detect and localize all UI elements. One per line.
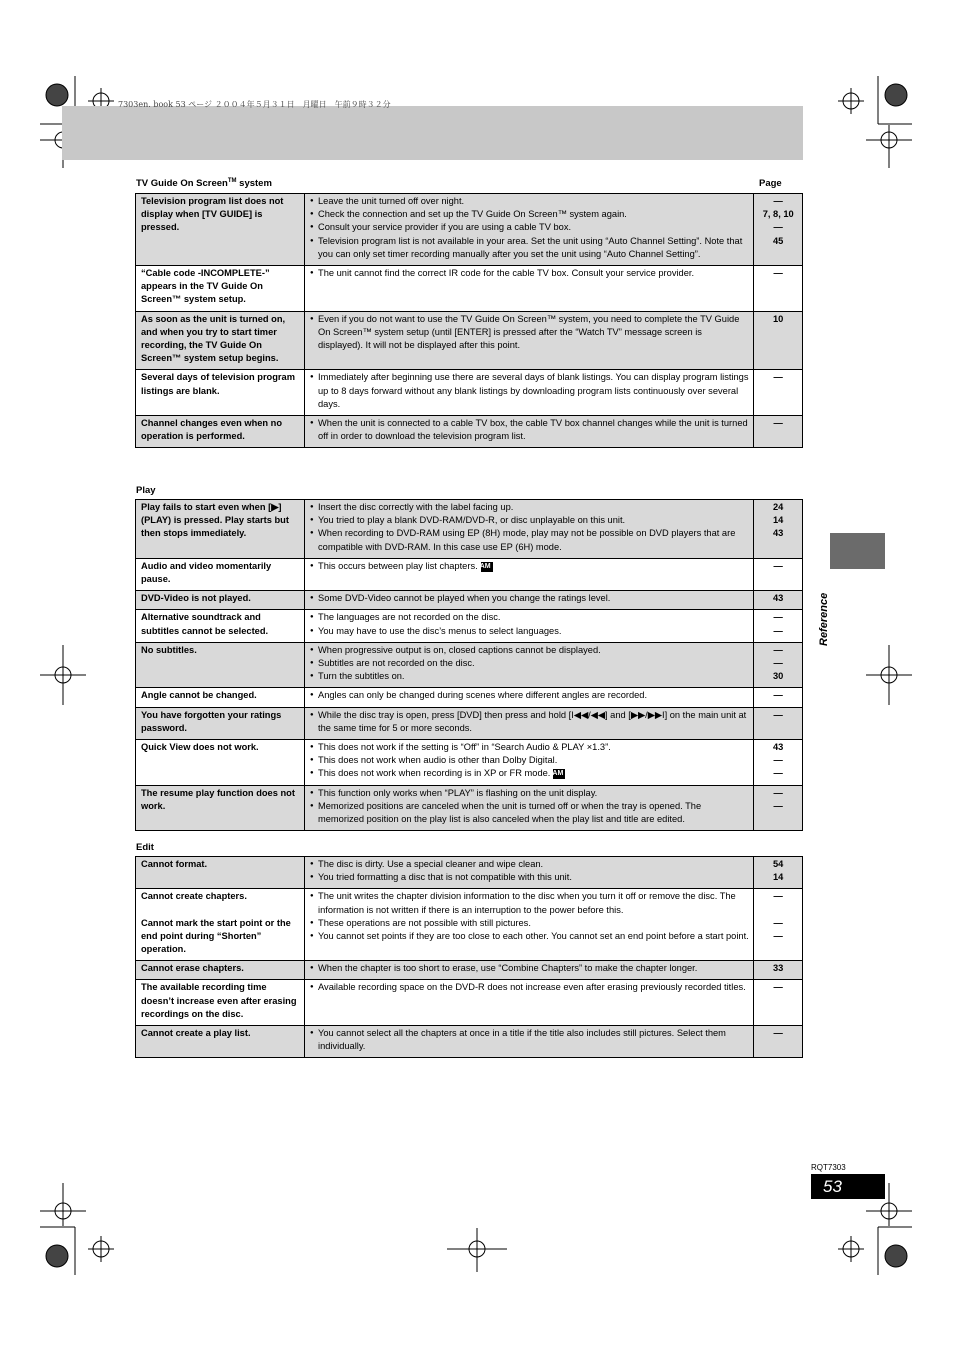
remedy-cell — [305, 707, 754, 739]
table-row — [136, 785, 803, 831]
remedy-item: ● This does not work when recording is in XP or FR mode.RAM — [310, 767, 749, 780]
side-tab-label: Reference — [818, 592, 830, 646]
symptom-cell: Television program list does not display when [TV GUIDE] is pressed. — [136, 194, 305, 266]
remedy-item: ● Available recording space on the DVD-R does not increase even after erasing previously recorded titles. — [310, 981, 749, 994]
symptom-cell: “Cable code -INCOMPLETE-” appears in the TV Guide On Screen™ system setup. — [136, 266, 305, 312]
remedy-cell — [305, 311, 754, 370]
page-ref-cell: 54 14 — [754, 857, 803, 889]
remedy-cell — [305, 416, 754, 448]
edit-table — [135, 856, 803, 1058]
print-info: 7303en. book 53 ページ ２００４年５月３１日 月曜日 午前９時３２分 — [118, 100, 391, 109]
page-ref-cell: — 7, 8, 10 — 45 — [754, 194, 803, 266]
remedy-item: ● Television program list is not available in your area. Set the unit using “Auto Channel Setting”. Note that you can only set timer recording manually after you set the unit using “Auto Channel Setting”. — [310, 235, 749, 261]
page-ref-cell: — — [754, 980, 803, 1026]
symptom-cell: Angle cannot be changed. — [136, 688, 305, 707]
remedy-item: ● These operations are not possible with still pictures. — [310, 917, 749, 930]
page-ref-cell: — — — [754, 785, 803, 831]
remedy-item: ● You cannot select all the chapters at once in a title if the title also includes still pictures. Select them individually. — [310, 1027, 749, 1053]
remedy-item: ● Even if you do not want to use the TV Guide On Screen™ system, you need to complete the TV Guide On Screen™ system setup (until [ENTER] is pressed after the “Watch TV” message screen is displayed). It will not be displayed after this point. — [310, 313, 749, 353]
table-row — [136, 610, 803, 642]
symptom-cell: As soon as the unit is turned on, and when you try to start timer recording, the TV Guide On Screen™ system setup begins. — [136, 311, 305, 370]
page-ref-cell: — — — — [754, 889, 803, 961]
remedy-item: ● This occurs between play list chapters.RAM — [310, 560, 749, 573]
remedy-item: ● You cannot set points if they are too close to each other. You cannot set an end point before a start point. — [310, 930, 749, 943]
remedy-cell — [305, 591, 754, 610]
remedy-cell — [305, 1026, 754, 1058]
remedy-item: ● While the disc tray is open, press [DVD] then press and hold [I◀◀/◀◀] and [▶▶/▶▶I] on the main unit at the same time for 5 or more seconds. — [310, 709, 749, 735]
symptom-cell: DVD-Video is not played. — [136, 591, 305, 610]
table-row — [136, 688, 803, 707]
remedy-item: ● Consult your service provider if you are using a cable TV box. — [310, 221, 749, 234]
side-tab-marker — [830, 533, 885, 569]
page-ref-cell: — — [754, 416, 803, 448]
section-title-play: Play — [136, 485, 156, 496]
remedy-item: ● The unit cannot find the correct IR code for the cable TV box. Consult your service provider. — [310, 267, 749, 280]
page-ref-cell: 43 — [754, 591, 803, 610]
page-ref-cell: 24 14 43 — [754, 500, 803, 559]
symptom-cell: Alternative soundtrack and subtitles cannot be selected. — [136, 610, 305, 642]
table-row — [136, 500, 803, 559]
remedy-item: ● When the chapter is too short to erase, use “Combine Chapters” to make the chapter longer. — [310, 962, 749, 975]
page-ref-cell: 10 — [754, 311, 803, 370]
page-ref-cell: — — [754, 370, 803, 416]
remedy-item: ● This does not work when audio is other than Dolby Digital. — [310, 754, 749, 767]
symptom-cell: You have forgotten your ratings password. — [136, 707, 305, 739]
symptom-cell: No subtitles. — [136, 642, 305, 688]
table-row — [136, 416, 803, 448]
remedy-item: ● When progressive output is on, closed captions cannot be displayed. — [310, 644, 749, 657]
page-ref-cell: — — [754, 266, 803, 312]
symptom-cell: Several days of television program listings are blank. — [136, 370, 305, 416]
remedy-item: ● When recording to DVD-RAM using EP (8H) mode, play may not be possible on DVD players that are compatible with DVD-RAM. In this case use EP (6H) mode. — [310, 527, 749, 553]
symptom-cell: Cannot erase chapters. — [136, 961, 305, 980]
table-row — [136, 194, 803, 266]
page-ref-cell: — — 30 — [754, 642, 803, 688]
symptom-cell: Audio and video momentarily pause. — [136, 558, 305, 590]
remedy-item: ● When the unit is connected to a cable TV box, the cable TV box channel changes while the unit is turned off in order to download the television program list. — [310, 417, 749, 443]
page-ref-cell: — — [754, 1026, 803, 1058]
table-row — [136, 311, 803, 370]
section-title-tv-guide: TV Guide On Screen™ system — [136, 178, 272, 190]
remedy-item: ● Some DVD-Video cannot be played when you change the ratings level. — [310, 592, 749, 605]
page-ref-cell: — — [754, 558, 803, 590]
model-code: RQT7303 — [811, 1163, 846, 1172]
symptom-cell: Cannot create chapters. Cannot mark the start point or the end point during “Shorten” operation. — [136, 889, 305, 961]
table-row — [136, 857, 803, 889]
page-ref-cell: — — [754, 688, 803, 707]
section-title-edit: Edit — [136, 842, 154, 853]
remedy-cell — [305, 558, 754, 590]
disc-type-badge: RAM — [474, 562, 491, 570]
remedy-cell — [305, 961, 754, 980]
remedy-item: ● Insert the disc correctly with the label facing up. — [310, 501, 749, 514]
remedy-cell — [305, 642, 754, 688]
remedy-cell — [305, 266, 754, 312]
table-row — [136, 266, 803, 312]
page-ref-cell: — — — [754, 610, 803, 642]
remedy-cell — [305, 194, 754, 266]
table-row — [136, 740, 803, 786]
table-row — [136, 642, 803, 688]
remedy-item: ● Angles can only be changed during scenes where different angles are recorded. — [310, 689, 749, 702]
symptom-cell: Channel changes even when no operation is performed. — [136, 416, 305, 448]
remedy-item: ● Check the connection and set up the TV Guide On Screen™ system again. — [310, 208, 749, 221]
remedy-cell — [305, 370, 754, 416]
page-ref-cell: 33 — [754, 961, 803, 980]
table-row — [136, 980, 803, 1026]
remedy-cell — [305, 785, 754, 831]
tv-guide-table — [135, 193, 803, 448]
remedy-item: ● Subtitles are not recorded on the disc. — [310, 657, 749, 670]
table-row — [136, 1026, 803, 1058]
play-table — [135, 499, 803, 831]
symptom-cell: Play fails to start even when [▶] (PLAY) is pressed. Play starts but then stops immediately. — [136, 500, 305, 559]
page-number: 53 — [811, 1174, 885, 1199]
remedy-item: ● You tried formatting a disc that is not compatible with this unit. — [310, 871, 749, 884]
remedy-cell — [305, 688, 754, 707]
remedy-item: ● The languages are not recorded on the disc. — [310, 611, 749, 624]
page-ref-cell: — — [754, 707, 803, 739]
remedy-cell — [305, 740, 754, 786]
table-row — [136, 707, 803, 739]
remedy-item: ● Memorized positions are canceled when the unit is turned off or when the tray is opened. The memorized position on the play list is also canceled when the play list and title are edited. — [310, 800, 749, 826]
remedy-item: ● The disc is dirty. Use a special cleaner and wipe clean. — [310, 858, 749, 871]
remedy-item: ● You tried to play a blank DVD-RAM/DVD-R, or disc unplayable on this unit. — [310, 514, 749, 527]
remedy-cell — [305, 857, 754, 889]
symptom-cell: Cannot create a play list. — [136, 1026, 305, 1058]
table-row — [136, 370, 803, 416]
symptom-cell: Quick View does not work. — [136, 740, 305, 786]
table-row — [136, 591, 803, 610]
symptom-cell: The resume play function does not work. — [136, 785, 305, 831]
remedy-item: ● Immediately after beginning use there are several days of blank listings. You can display program listings up to 8 days forward without any blank listings by downloading program lists continuously over several days. — [310, 371, 749, 411]
header-bar — [62, 106, 803, 160]
page-ref-cell: 43 — — — [754, 740, 803, 786]
table-row — [136, 558, 803, 590]
remedy-cell — [305, 610, 754, 642]
table-row — [136, 889, 803, 961]
remedy-item: ● The unit writes the chapter division information to the disc when you turn it off or remove the disc. The information is not written if there is an interruption to the power before this. — [310, 890, 749, 916]
remedy-item: ● This does not work if the setting is “Off” in “Search Audio & PLAY ×1.3”. — [310, 741, 749, 754]
remedy-item: ● Leave the unit turned off over night. — [310, 195, 749, 208]
remedy-item: ● This function only works when “PLAY” is flashing on the unit display. — [310, 787, 749, 800]
remedy-cell — [305, 980, 754, 1026]
table-row — [136, 961, 803, 980]
remedy-item: ● You may have to use the disc’s menus to select languages. — [310, 625, 749, 638]
page-column-label: Page — [759, 178, 782, 189]
remedy-item: ● Turn the subtitles on. — [310, 670, 749, 683]
disc-type-badge: RAM — [547, 770, 564, 778]
symptom-cell: Cannot format. — [136, 857, 305, 889]
symptom-cell: The available recording time doesn’t increase even after erasing recordings on the disc. — [136, 980, 305, 1026]
remedy-cell — [305, 500, 754, 559]
remedy-cell — [305, 889, 754, 961]
